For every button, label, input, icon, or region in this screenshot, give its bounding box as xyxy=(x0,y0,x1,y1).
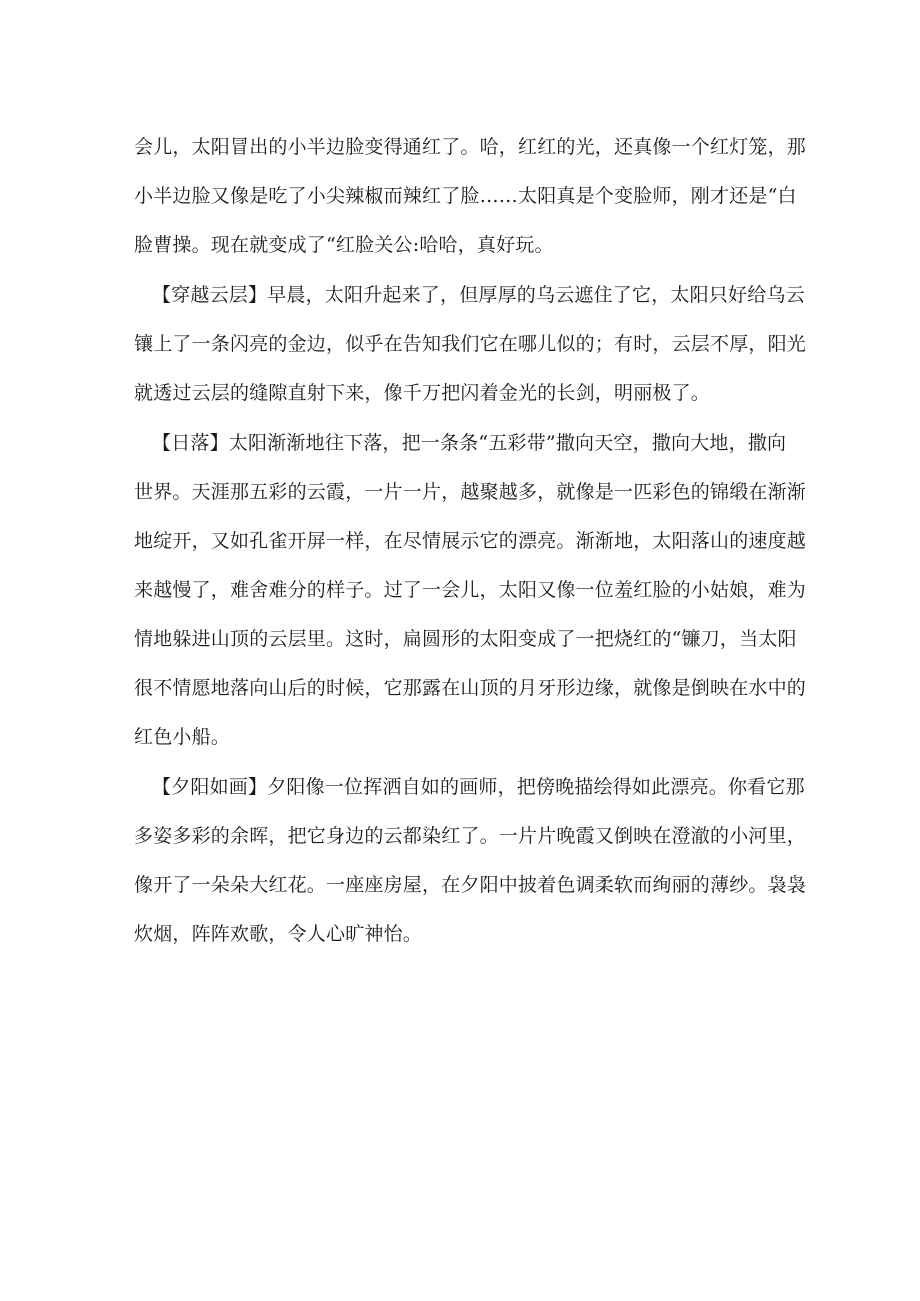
text-line: 红色小船。 xyxy=(134,726,231,748)
text-line: 镶上了一条闪亮的金边，似乎在告知我们它在哪儿似的；有时，云层不厚，阳光 xyxy=(134,333,807,355)
text-line: 来越慢了，难舍难分的样子。过了一会儿，太阳又像一位羞红脸的小姑娘，难为 xyxy=(134,579,807,601)
text-line: 情地躲进山顶的云层里。这时，扁圆形的太阳变成了一把烧红的“镰刀，当太阳 xyxy=(134,628,797,650)
text-line: 多姿多彩的余晖，把它身边的云都染红了。一片片晚霞又倒映在澄澈的小河里， xyxy=(134,825,807,847)
text-line: 就透过云层的缝隙直射下来，像千万把闪着金光的长剑，明丽极了。 xyxy=(134,382,711,404)
text-line: 地绽开，又如孔雀开屏一样，在尽情展示它的漂亮。渐渐地，太阳落山的速度越 xyxy=(134,530,807,552)
text-line: 小半边脸又像是吃了小尖辣椒而辣红了脸……太阳真是个变脸师，刚才还是“白 xyxy=(134,185,797,207)
text-line: 世界。天涯那五彩的云霞，一片一片，越聚越多，就像是一匹彩色的锦缎在渐渐 xyxy=(134,481,807,503)
text-line: 【日落】太阳渐渐地往下落，把一条条“五彩带”撒向天空，撒向大地，撒向 xyxy=(152,432,787,454)
text-line: 很不情愿地落向山后的时候，它那露在山顶的月牙形边缘，就像是倒映在水中的 xyxy=(134,677,807,699)
text-line: 【夕阳如画】夕阳像一位挥洒自如的画师，把傍晚描绘得如此漂亮。你看它那 xyxy=(152,776,805,798)
text-line: 像开了一朵朵大红花。一座座房屋，在夕阳中披着色调柔软而绚丽的薄纱。袅袅 xyxy=(134,874,807,896)
text-line: 脸曹操。现在就变成了“红脸关公:哈哈，真好玩。 xyxy=(134,234,554,256)
text-line: 【穿越云层】早晨，太阳升起来了，但厚厚的乌云遮住了它，太阳只好给乌云 xyxy=(152,284,805,306)
text-line: 炊烟，阵阵欢歌，令人心旷神怡。 xyxy=(134,923,423,945)
text-line: 会儿，太阳冒出的小半边脸变得通红了。哈，红红的光，还真像一个红灯笼，那 xyxy=(134,136,807,158)
